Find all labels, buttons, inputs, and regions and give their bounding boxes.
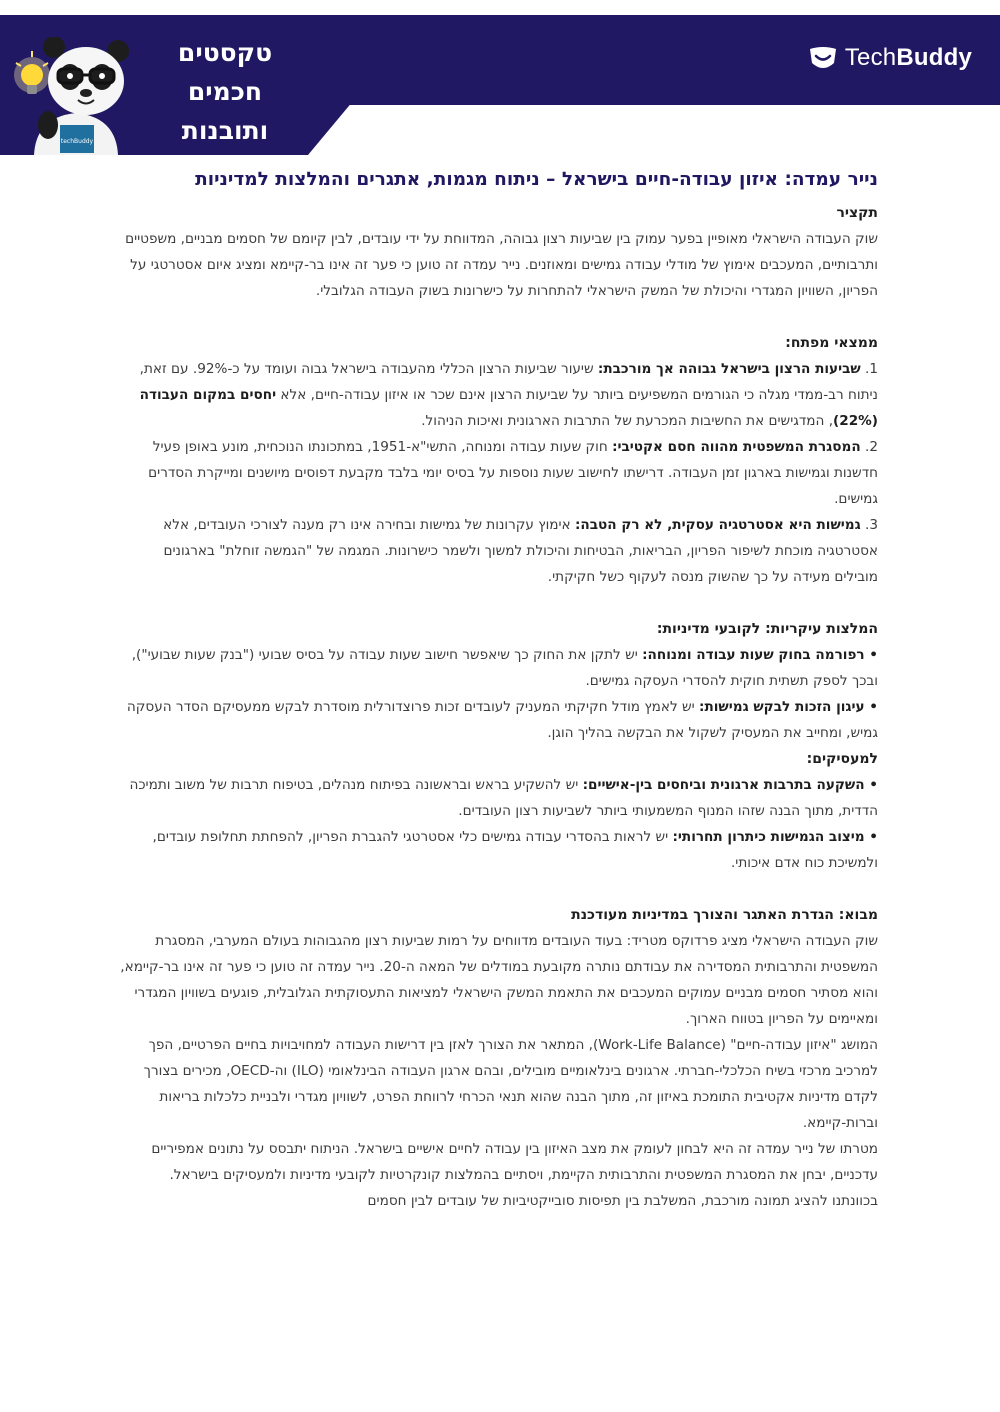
intro-paragraph-2: המושג "איזון עבודה-חיים" (Work-Life Balance), המתאר את הצורך לאזן בין דרישות העבודה למחויבויות בחיים הפרטיים, הפך למרכיב מרכזי בשיח הכלכלי-חברתי. ארגונים בינלאומיים מובילים, ובהם ארגון העבודה הבינלאומי (ILO) וה-OECD, מכירים בצורך לקדם מדיניות אקטיבית התומכת באיזון זה, מתוך הבנה שהוא תנאי הכרחי לרווחת הפרט, לשוויון מגדרי ולבניית כלכלות בריאות וברות-קיימא.: [143, 1037, 878, 1131]
abstract-paragraph: שוק העבודה הישראלי מאופיין בפער עמוק בין שביעות רצון גבוהה, המדווחת על ידי עובדים, לבין קיומם של חסמים מבניים, משפטיים ותרבותיים, המעכבים אימוץ של מודלי עבודה גמישים ומאוזנים. נייר עמדה זה טוען כי פער זה אינו בר-קיימא ומציג איום אסטרטגי על הפריון, השוויון המגדרי והיכולת של המשק הישראלי להתחרות על כישרונות בשוק העבודה הגלובלי.: [125, 231, 878, 299]
brand-name-bold: Buddy: [896, 44, 972, 71]
employers-heading: למעסיקים:: [806, 751, 878, 767]
tagline-line-2: חכמים: [187, 77, 263, 106]
finding-2-number: 2.: [860, 439, 878, 455]
intro-paragraph-1: שוק העבודה הישראלי מציג פרדוקס מטריד: בעוד העובדים מדווחים על רמות שביעות רצון מהגבוהות בעולם המערבי, המסגרת המשפטית והתרבותית המסדירה את עבודתם נותרה מקובעת במודלים של המאה ה-20. נייר עמדה זה טוען כי פער זה אינו בר-קיימא, והוא מסתיר חסמים מבניים עמוקים המעכבים את התאמת המשק הישראלי למציאות התעסוקתית הגלובלית, פוגעים בשוויון המגדרי ומאיימים על הפריון בטווח הארוך.: [120, 933, 878, 1027]
abstract-heading: תקציר: [836, 205, 878, 221]
finding-3: [120, 512, 878, 590]
finding-1-title: שביעות הרצון בישראל גבוהה אך מורכבת:: [597, 361, 861, 377]
spacer: [120, 590, 878, 616]
header-tagline: [150, 33, 300, 150]
panda-mascot-icon: [12, 37, 142, 155]
finding-3-title: גמישות היא אסטרטגיה עסקית, לא רק הטבה:: [574, 517, 861, 533]
brand-name-regular: Tech: [844, 44, 897, 71]
recommendation-1: [120, 642, 878, 694]
recommendation-1-title: • רפורמה בחוק שעות עבודה ומנוחה:: [642, 647, 878, 663]
finding-2: [120, 434, 878, 512]
finding-1-emphasis: יחסים במקום העבודה (22%): [139, 387, 878, 429]
tagline-line-3: ותובנות: [181, 116, 269, 145]
intro-heading: מבוא: הגדרת האתגר והצורך במדיניות מעודכנת: [571, 907, 878, 923]
recommendation-4: [120, 824, 878, 876]
techbuddy-logo-icon: [807, 43, 839, 73]
recommendation-3-title: • השקעה בתרבות ארגונית וביחסים בין-אישיים:: [582, 777, 878, 793]
recommendation-4-title: • מיצוב הגמישות כיתרון תחרותי:: [672, 829, 878, 845]
finding-1-number: 1.: [860, 361, 878, 377]
finding-3-number: 3.: [860, 517, 878, 533]
spacer: [120, 304, 878, 330]
mascot-shirt-text: techBuddy: [60, 138, 94, 145]
findings-heading: ממצאי מפתח:: [785, 335, 878, 351]
finding-2-title: המסגרת המשפטית מהווה חסם אקטיבי:: [612, 439, 861, 455]
finding-2-text: חוק שעות עבודה ומנוחה, התשי"א-1951, במתכונתו הנוכחית, מונע באופן פעיל חדשנות וגמישות בארגון זמן העבודה. דרישתו לחישוב שעות נוספות על בסיס יומי בלבד מקבעת דפוסים מיושנים ומייקרת הסדרים גמישים.: [148, 439, 878, 507]
document-body: [120, 166, 878, 1214]
page-header: [0, 15, 1000, 155]
recommendation-2-text: יש לאמץ מודל חקיקתי המעניק לעובדים זכות פרוצדורלית מוסדרת לבקש ממעסיקם הסדר העסקה גמיש, ומחייב את המעסיק לשקול את הבקשה בהליך הוגן.: [126, 699, 878, 741]
techbuddy-logo: [807, 43, 972, 73]
recommendation-2: [120, 694, 878, 746]
recommendation-3-text: יש להשקיע בראש ובראשונה בפיתוח מנהלים, בטיפוח תרבות של משוב ותמיכה הדדית, מתוך הבנה שזהו המנוף המשמעותי ביותר לשביעות רצון העובדים.: [129, 777, 878, 819]
recommendation-3: [120, 772, 878, 824]
finding-3-text: אימוץ עקרונות של גמישות ובחירה אינו רק מענה לצורכי העובדים, אלא אסטרטגיה מוכחת לשיפור הפריון, הבריאות, הבטיחות והיכולת למשוך ולשמר כישרונות. המגמה של "הגמשה זוחלת" בארגונים מובילים מעידה על כך שהשוק מנסה לעקוף כשל חקיקתי.: [163, 517, 878, 585]
lightbulb-icon: [14, 51, 50, 94]
spacer: [120, 876, 878, 902]
document-title: נייר עמדה: איזון עבודה-חיים בישראל – ניתוח מגמות, אתגרים והמלצות למדיניות: [195, 169, 878, 190]
recommendation-1-text: יש לתקן את החוק כך שיאפשר חישוב שעות עבודה על בסיס שבועי ("בנק שעות שבועי"), ובכך לספק תשתית חוקית להסדרי העסקה גמישים.: [131, 647, 878, 689]
recommendation-4-text: יש לראות בהסדרי עבודה גמישים כלי אסטרטגי להגברת הפריון, להפחתת תחלופת עובדים, ולמשיכת כוח אדם איכותי.: [152, 829, 878, 871]
brand-name: [845, 44, 972, 72]
finding-1: [120, 356, 878, 434]
recommendations-heading: המלצות עיקריות: לקובעי מדיניות:: [656, 621, 878, 637]
finding-1-text-end: , המדגישים את החשיבות המכרעת של התרבות הארגונית ואיכות הניהול.: [421, 413, 834, 429]
intro-paragraph-3: מטרתו של נייר עמדה זה היא לבחון לעומק את מצב האיזון בין עבודה לחיים אישיים בישראל. הניתוח יתבסס על נתונים אמפיריים עדכניים, יבחן את המסגרת המשפטית והתרבותית הקיימת, ויסתיים בהמלצות קונקרטיות לקובעי מדיניות ולמעסיקים בישראל. בכוונתנו להציג תמונה מורכבת, המשלבת בין תפיסות סובייקטיביות של עובדים לבין חסמים: [151, 1141, 878, 1209]
tagline-line-1: טקסטים: [177, 38, 273, 67]
finding-1-text: שיעור שביעות הרצון הכללי מהעבודה בישראל גבוה ועומד על כ-92%. עם זאת, ניתוח רב-ממדי מגלה כי הגורמים המשפיעים ביותר על שביעות הרצון אינם שכר או איזון עבודה-חיים, אלא: [139, 361, 878, 403]
recommendation-2-title: • עיגון הזכות לבקש גמישות:: [699, 699, 878, 715]
